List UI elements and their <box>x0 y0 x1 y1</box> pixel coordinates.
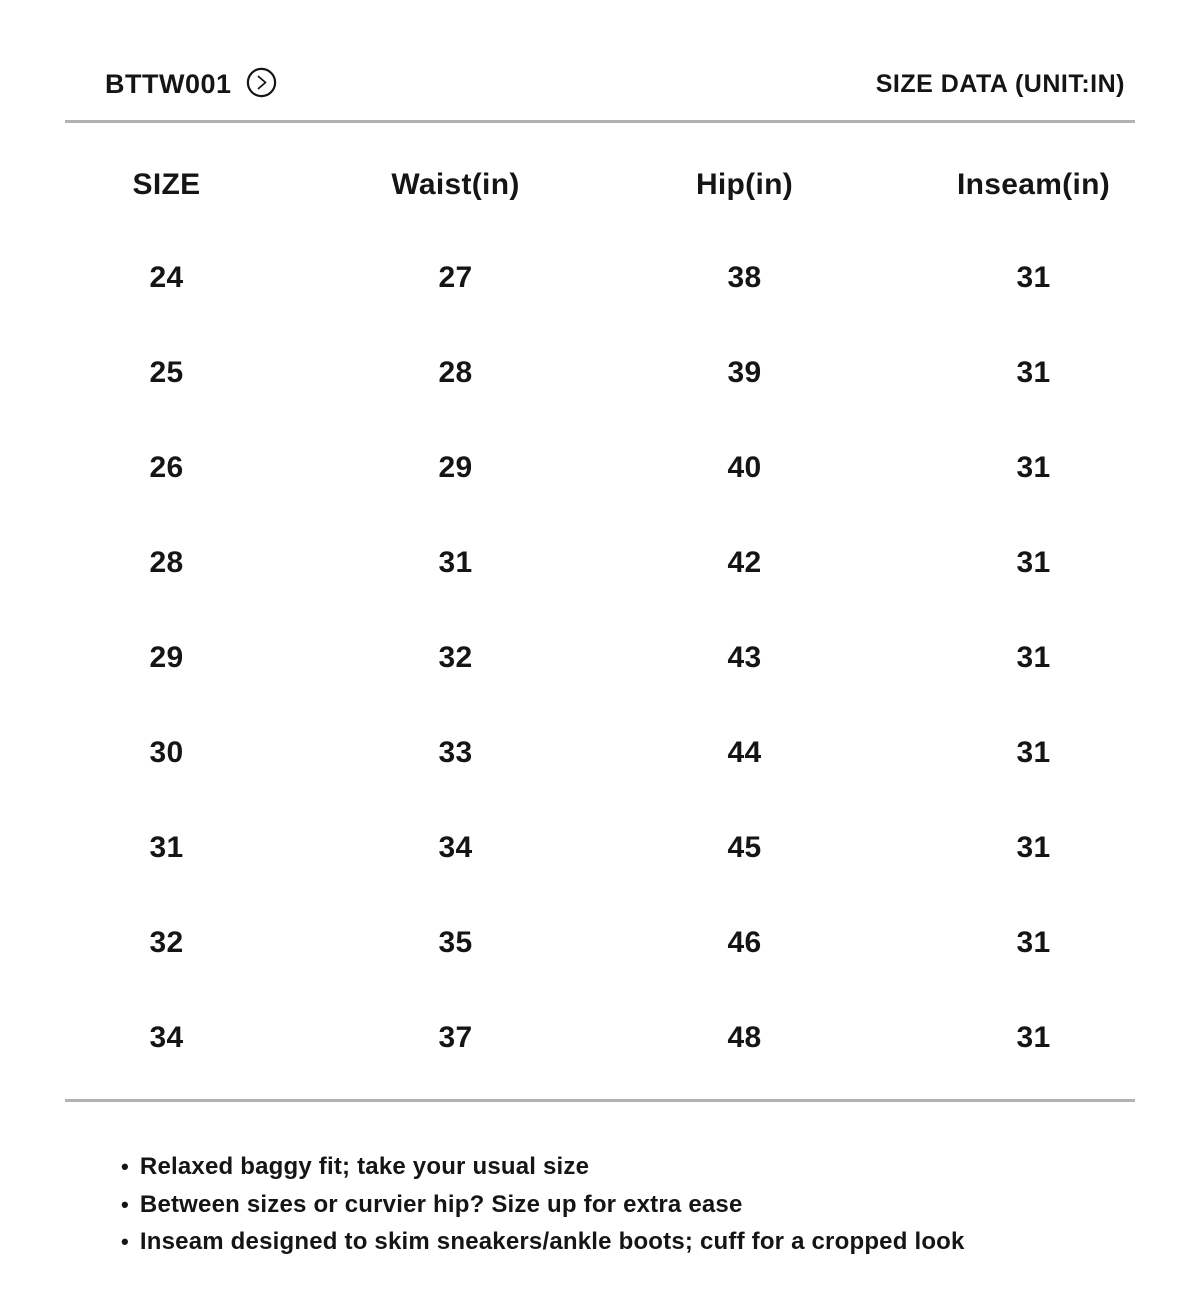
cell-inseam: 31 <box>1016 735 1051 769</box>
cell-waist: 37 <box>438 1020 473 1054</box>
topbar <box>105 64 1125 104</box>
fit-note-text: Inseam designed to skim sneakers/ankle boots; cuff for a cropped look <box>139 1228 965 1255</box>
size-table <box>22 140 1178 1085</box>
size-table-body <box>22 230 1178 1085</box>
column-header-inseam: Inseam(in) <box>956 168 1111 201</box>
fit-note <box>121 1223 1140 1261</box>
cell-hip: 44 <box>727 735 762 769</box>
cell-hip: 46 <box>727 925 762 959</box>
cell-size: 32 <box>149 925 184 959</box>
table-row <box>22 610 1178 705</box>
column-header-size: SIZE <box>132 168 201 201</box>
cell-waist: 31 <box>438 545 473 579</box>
cell-hip: 42 <box>727 545 762 579</box>
column-header-hip: Hip(in) <box>695 168 794 201</box>
cell-size: 28 <box>149 545 184 579</box>
table-row <box>22 420 1178 515</box>
bottom-divider <box>65 1099 1135 1102</box>
product-code: BTTW001 <box>105 68 232 99</box>
cell-size: 34 <box>149 1020 184 1054</box>
table-row <box>22 705 1178 800</box>
cell-size: 29 <box>149 640 184 674</box>
fit-note-text: Relaxed baggy fit; take your usual size <box>139 1153 590 1180</box>
cell-waist: 35 <box>438 925 473 959</box>
cell-hip: 45 <box>727 830 762 864</box>
table-header-row <box>22 140 1178 230</box>
fit-note <box>121 1186 1140 1224</box>
cell-waist: 33 <box>438 735 473 769</box>
cell-inseam: 31 <box>1016 925 1051 959</box>
cell-inseam: 31 <box>1016 450 1051 484</box>
fit-note <box>121 1148 1140 1186</box>
page-title: SIZE DATA (UNIT:IN) <box>875 69 1125 98</box>
bullet-icon: • <box>121 1154 129 1179</box>
cell-inseam: 31 <box>1016 640 1051 674</box>
cell-hip: 48 <box>727 1020 762 1054</box>
cell-size: 24 <box>149 260 184 294</box>
table-row <box>22 515 1178 610</box>
cell-hip: 39 <box>727 355 762 389</box>
cell-waist: 34 <box>438 830 473 864</box>
column-header-waist: Waist(in) <box>391 168 520 201</box>
product-code-group <box>105 68 278 100</box>
table-row <box>22 990 1178 1085</box>
table-row <box>22 325 1178 420</box>
table-row <box>22 800 1178 895</box>
cell-inseam: 31 <box>1016 260 1051 294</box>
table-row <box>22 895 1178 990</box>
cell-inseam: 31 <box>1016 355 1051 389</box>
cell-waist: 32 <box>438 640 473 674</box>
cell-waist: 27 <box>438 260 473 294</box>
table-row <box>22 230 1178 325</box>
cell-size: 26 <box>149 450 184 484</box>
cell-size: 30 <box>149 735 184 769</box>
chevron-right-circle-icon <box>246 67 277 101</box>
cell-waist: 29 <box>438 450 473 484</box>
cell-hip: 43 <box>727 640 762 674</box>
fit-note-text: Between sizes or curvier hip? Size up for extra ease <box>139 1190 743 1218</box>
product-link-button[interactable] <box>246 68 278 100</box>
cell-inseam: 31 <box>1016 545 1051 579</box>
cell-inseam: 31 <box>1016 830 1051 864</box>
bullet-icon: • <box>121 1229 129 1254</box>
cell-size: 31 <box>149 830 184 864</box>
bullet-icon: • <box>121 1191 129 1217</box>
cell-hip: 40 <box>727 450 762 484</box>
cell-waist: 28 <box>438 355 473 389</box>
top-divider <box>65 120 1135 123</box>
cell-hip: 38 <box>727 260 762 294</box>
fit-notes-list <box>121 1148 1140 1261</box>
cell-inseam: 31 <box>1016 1020 1051 1054</box>
cell-size: 25 <box>149 355 184 389</box>
